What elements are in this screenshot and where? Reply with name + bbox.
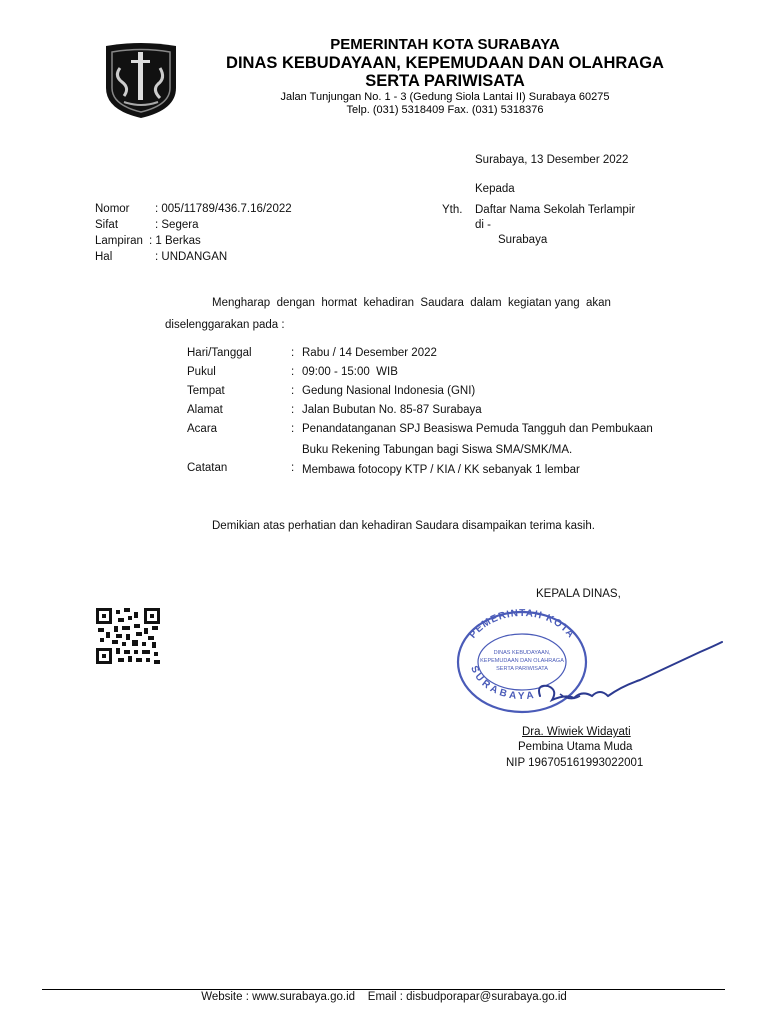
meta-label: Lampiran <box>95 235 143 247</box>
agenda-pukul-label: Pukul <box>187 366 216 378</box>
signer-name: Dra. Wiwiek Widayati <box>522 726 631 738</box>
agenda-hari-label: Hari/Tanggal <box>187 347 252 359</box>
agenda-tempat-value: Gedung Nasional Indonesia (GNI) <box>302 385 476 397</box>
place-date: Surabaya, 13 Desember 2022 <box>475 154 629 166</box>
stamp-inner-1: DINAS KEBUDAYAAN, <box>493 650 551 656</box>
stamp-bottom-text: SURABAYA <box>468 664 538 703</box>
qr-code-icon[interactable] <box>96 608 160 664</box>
stamp-inner-3: SERTA PARIWISATA <box>496 666 548 672</box>
agenda-colon: : <box>291 462 295 474</box>
meta-label: Nomor <box>95 203 130 215</box>
agenda-colon: : <box>291 347 295 359</box>
footer-contact: Website : www.surabaya.go.id Email : disbudporapar@surabaya.go.id <box>201 991 567 1003</box>
meta-label: Sifat <box>95 219 119 231</box>
header-address: Jalan Tunjungan No. 1 - 3 (Gedung Siola Lantai II) Surabaya 60275 <box>280 91 610 103</box>
agenda-acara-label: Acara <box>187 423 218 435</box>
city-emblem-logo <box>100 38 182 120</box>
signer-nip: NIP 196705161993022001 <box>506 757 644 769</box>
header-government: PEMERINTAH KOTA SURABAYA <box>330 36 560 53</box>
recipient-kepada: Kepada <box>475 183 515 195</box>
agenda-alamat-value: Jalan Bubutan No. 85-87 Surabaya <box>302 404 482 416</box>
meta-sifat <box>95 218 198 232</box>
recipient-name: Daftar Nama Sekolah Terlampir <box>475 204 636 216</box>
meta-value: : 005/11789/436.7.16/2022 <box>155 203 292 215</box>
stamp-top-text: PEMERINTAH KOTA <box>467 608 577 641</box>
agenda-hari-value: Rabu / 14 Desember 2022 <box>302 347 437 359</box>
signature-position: KEPALA DINAS, <box>536 588 621 600</box>
meta-value: : UNDANGAN <box>155 251 228 263</box>
agenda-alamat-label: Alamat <box>187 404 223 416</box>
header-phone: Telp. (031) 5318409 Fax. (031) 5318376 <box>346 104 544 116</box>
recipient-di: di - <box>475 219 491 231</box>
closing-text: Demikian atas perhatian dan kehadiran Saudara disampaikan terima kasih. <box>212 520 595 532</box>
opening-line2: diselenggarakan pada : <box>165 319 285 331</box>
agenda-catatan-label: Catatan <box>187 462 228 474</box>
stamp-inner-2: KEPEMUDAAN DAN OLAHRAGA <box>480 658 564 664</box>
opening-line1: Mengharap dengan hormat kehadiran Saudara dalam kegiatan yang akan <box>212 297 611 309</box>
meta-hal <box>95 250 227 264</box>
meta-label: Hal <box>95 251 113 263</box>
agenda-colon: : <box>291 423 295 435</box>
header-department-line2: SERTA PARIWISATA <box>365 72 525 90</box>
signature-scribble-icon <box>530 636 730 716</box>
agenda-colon: : <box>291 385 295 397</box>
meta-nomor <box>95 202 292 216</box>
recipient-yth: Yth. <box>442 204 463 216</box>
agenda-colon: : <box>291 366 295 378</box>
agenda-colon: : <box>291 404 295 416</box>
agenda-acara-value-2: Buku Rekening Tabungan bagi Siswa SMA/SMK/MA. <box>302 444 573 456</box>
agenda-acara-value-1: Penandatanganan SPJ Beasiswa Pemuda Tangguh dan Pembukaan <box>302 423 653 435</box>
agenda-pukul-value: 09:00 - 15:00 WIB <box>302 366 398 378</box>
agenda-tempat-label: Tempat <box>187 385 225 397</box>
meta-value: : 1 Berkas <box>149 235 201 247</box>
header-department-line1: DINAS KEBUDAYAAN, KEPEMUDAAN DAN OLAHRAGA <box>226 54 664 72</box>
signer-rank: Pembina Utama Muda <box>518 741 633 753</box>
recipient-city: Surabaya <box>498 234 548 246</box>
agenda-catatan-value: Membawa fotocopy KTP / KIA / KK sebanyak 1 lembar <box>302 464 580 476</box>
meta-lampiran <box>95 234 201 248</box>
footer-divider <box>42 989 725 990</box>
meta-value: : Segera <box>155 219 199 231</box>
